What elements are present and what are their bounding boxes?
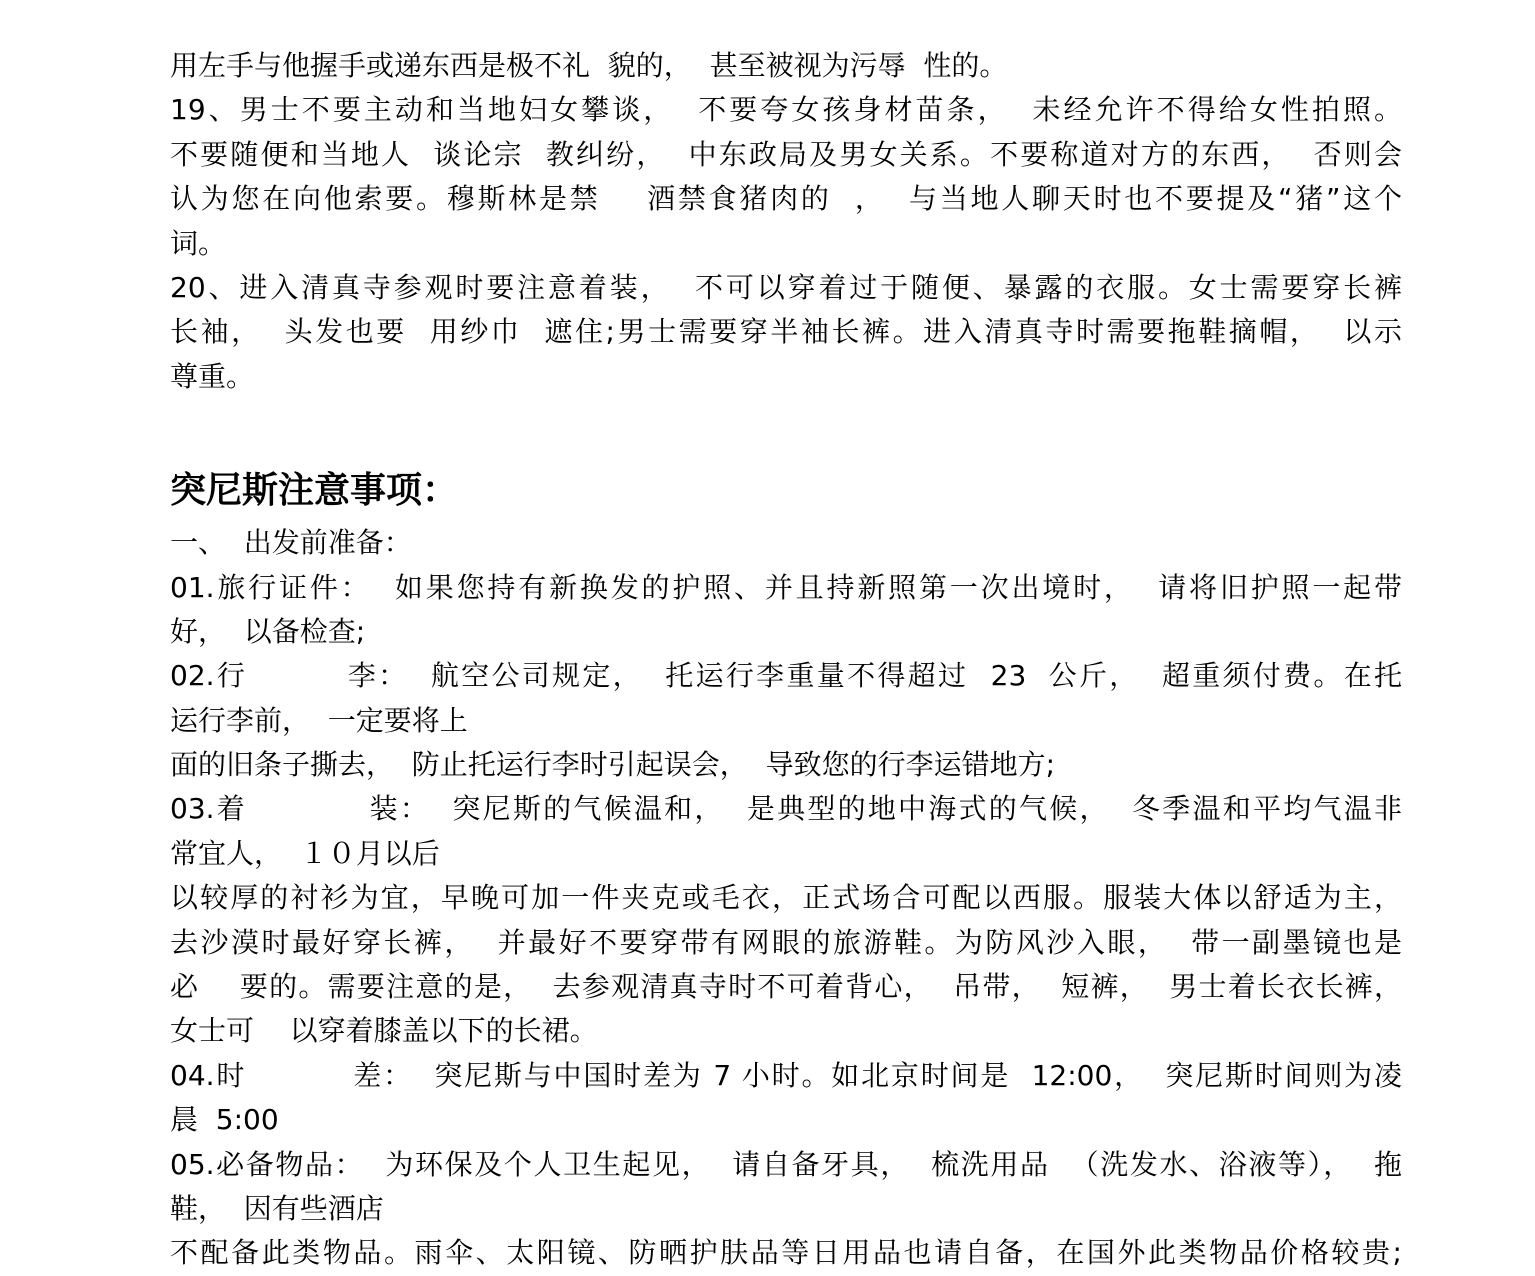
text-line: 以较厚的衬衫为宜，早晚可加一件夹克或毛衣，正式场合可配以西服。服装大体以舒适为主， [170,881,1402,915]
text-line: 03.着 装： 突尼斯的气候温和， 是典型的地中海式的气候， 冬季温和平均气温非 [170,792,1402,826]
text-line: 运行李前， 一定要将上 [170,703,468,737]
text-line: 不要随便和当地人 谈论宗 教纠纷， 中东政局及男女关系。不要称道对方的东西， 否则会 [170,137,1402,171]
text-line: 去沙漠时最好穿长裤， 并最好不要穿带有网眼的旅游鞋。为防风沙入眼， 带一副墨镜也是 [170,925,1402,959]
text-line: 认为您在向他索要。穆斯林是禁 酒禁食猪肉的 ， 与当地人聊天时也不要提及“猪”这个 [170,182,1402,216]
text-line: 女士可 以穿着膝盖以下的长裙。 [170,1014,598,1048]
document-body [170,44,1402,1276]
text-line: 常宜人， １０月以后 [170,836,440,870]
text-line: 好， 以备检查; [170,614,366,648]
text-line: 面的旧条子撕去， 防止托运行李时引起误会， 导致您的行李运错地方; [170,748,1056,782]
text-line: 一、 出发前准备： [170,526,412,560]
text-line: 不配备此类物品。雨伞、太阳镜、防晒护肤品等日用品也请自备，在国外此类物品价格较贵; [170,1236,1402,1270]
text-line: 05.必备物品： 为环保及个人卫生起见， 请自备牙具， 梳洗用品 （洗发水、浴液等）， 拖 [170,1147,1402,1181]
text-line: 04.时 差： 突尼斯与中国时差为 7 小时。如北京时间是 12:00， 突尼斯时间则为凌 [170,1058,1402,1092]
text-line: 19、男士不要主动和当地妇女攀谈， 不要夸女孩身材苗条， 未经允许不得给女性拍照。 [170,93,1402,127]
text-line: 词。 [170,226,227,260]
etiquette-section [170,44,1402,399]
text-line: 必 要的。需要注意的是， 去参观清真寺时不可着背心， 吊带， 短裤， 男士着长衣长裤， [170,970,1402,1004]
preparation-section [170,521,1402,1276]
text-line: 鞋， 因有些酒店 [170,1191,384,1225]
text-line: 01.旅行证件： 如果您持有新换发的护照、并且持新照第一次出境时， 请将旧护照一起带 [170,570,1402,604]
text-line: 02.行 李： 航空公司规定， 托运行李重量不得超过 23 公斤， 超重须付费。在托 [170,659,1402,693]
section-gap [170,399,1402,467]
text-line: 用左手与他握手或递东西是极不礼 貌的， 甚至被视为污辱 性的。 [170,49,1008,82]
text-line: 晨 5:00 [170,1103,279,1137]
text-line: 尊重。 [170,359,255,393]
text-line: 长袖， 头发也要 用纱巾 遮住;男士需要穿半袖长裤。进入清真寺时需要拖鞋摘帽， 以示 [170,315,1402,349]
section-heading: 突尼斯注意事项： [170,470,459,512]
text-line: 20、进入清真寺参观时要注意着装， 不可以穿着过于随便、暴露的衣服。女士需要穿长裤 [170,270,1402,304]
